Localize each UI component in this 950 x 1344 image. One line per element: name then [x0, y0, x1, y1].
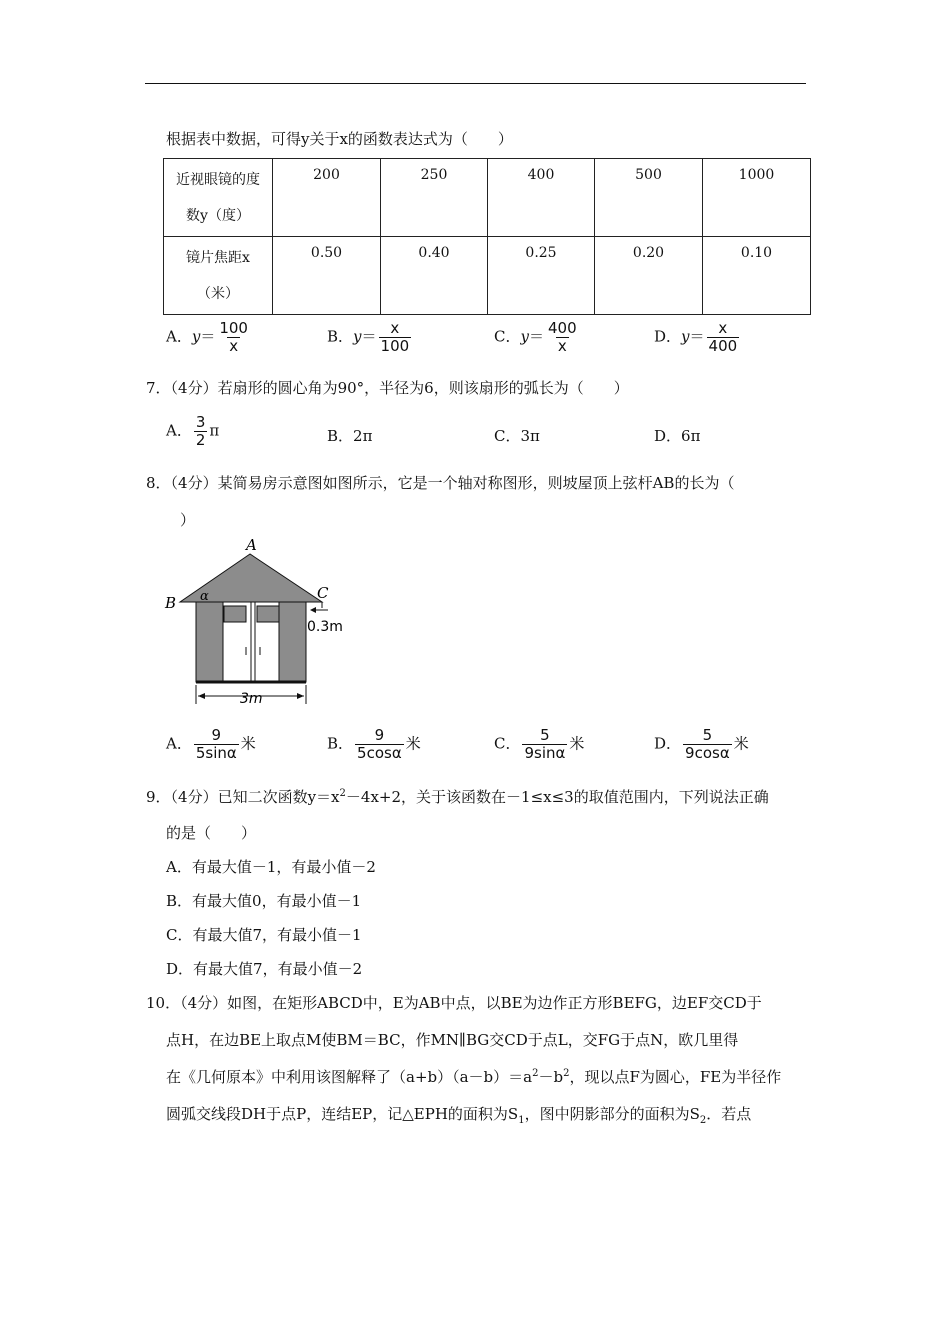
- q9-stem: 9．（4分）已知二次函数$y=x^2-4x+2$，关于该函数在－1≤x≤3的取值范围内，下列说法正确: [146, 788, 769, 806]
- table-header-focal: 镜片焦距x （米）: [164, 237, 273, 315]
- q8-option-b: B． $\frac{9}{5\cos\alpha}$ 米: [327, 726, 421, 762]
- q8-option-d: D． $\frac{5}{9\cos\alpha}$ 米: [654, 726, 749, 762]
- fraction: $\frac{x}{100}$: [380, 319, 410, 355]
- q6-option-a: A．y＝ $\frac{100}{x}$: [166, 319, 248, 355]
- data-table: [163, 158, 811, 315]
- table-cell: 0.50: [273, 237, 381, 315]
- house-figure: [160, 532, 360, 712]
- q6-intro: 根据表中数据，可得y关于x的函数表达式为（ ）: [166, 130, 513, 148]
- table-cell: 0.20: [595, 237, 703, 315]
- q10-line3: 在《几何原本》中利用该图解释了$(a+b)(a-b)=a^2-b^2$，现以点F为圆心，FE为半径作: [166, 1068, 782, 1086]
- table-cell: 250: [381, 159, 488, 237]
- q10-line4: 圆弧交线段DH于点P，连结EP，记△EPH的面积为$S_1$，图中阴影部分的面积为$S_2$．若点: [166, 1105, 752, 1126]
- table-cell: 1000: [703, 159, 811, 237]
- arrow-left-icon: [310, 607, 316, 613]
- fraction: $\frac{5}{9\cos\alpha}$: [685, 726, 730, 762]
- q8-option-c: C． $\frac{5}{9\sin\alpha}$ 米: [494, 726, 585, 762]
- q9-option-a: A．有最大值－1，有最小值－2: [166, 858, 376, 876]
- arrow-left-icon: [198, 693, 205, 699]
- fraction: $\frac{400}{x}$: [547, 319, 577, 355]
- q8-stem-end: ）: [180, 511, 196, 529]
- label-height: 0.3m: [307, 619, 343, 635]
- q7-option-c: C．3π: [494, 427, 540, 445]
- table-cell: 200: [273, 159, 381, 237]
- label-alpha: α: [200, 589, 209, 604]
- table-cell: 400: [488, 159, 595, 237]
- label-c: C: [317, 584, 329, 602]
- fraction: $\frac{9}{5\sin\alpha}$: [195, 726, 237, 762]
- label-width: 3m: [240, 691, 263, 707]
- q7-option-d: D．6π: [654, 427, 701, 445]
- q6-option-d: D．y＝ $\frac{x}{400}$: [654, 319, 738, 355]
- label-b: B: [165, 594, 177, 612]
- fraction: $\frac{x}{400}$: [708, 319, 738, 355]
- q7-option-a: A． $\frac{3}{2}$ π: [166, 413, 220, 449]
- fraction: $\frac{9}{5\cos\alpha}$: [357, 726, 402, 762]
- q8-option-a: A． $\frac{9}{5\sin\alpha}$ 米: [166, 726, 256, 762]
- window: [224, 606, 246, 622]
- table-header-degree: 近视眼镜的度 数y（度）: [164, 159, 273, 237]
- fraction: $\frac{5}{9\sin\alpha}$: [524, 726, 566, 762]
- q6-option-b: B．y＝ $\frac{x}{100}$: [327, 319, 410, 355]
- header-rule: [145, 83, 806, 84]
- q10-line2: 点H，在边BE上取点M使BM＝BC，作MN∥BG交CD于点L，交FG于点N，欧几里得: [166, 1031, 739, 1049]
- q9-stem-line2: 的是（ ）: [166, 824, 257, 842]
- q8-stem: 8．（4分）某简易房示意图如图所示，它是一个轴对称图形，则坡屋顶上弦杆AB的长为（: [146, 474, 735, 492]
- q10-line1: 10．（4分）如图，在矩形ABCD中，E为AB中点，以BE为边作正方形BEFG，边EF交CD于: [146, 994, 762, 1012]
- q6-option-c: C．y＝ $\frac{400}{x}$: [494, 319, 577, 355]
- q9-option-d: D．有最大值7，有最小值－2: [166, 960, 363, 978]
- q7-stem: 7．（4分）若扇形的圆心角为90°，半径为6，则该扇形的弧长为（ ）: [146, 379, 629, 397]
- fraction: $\frac{3}{2}$: [195, 413, 206, 449]
- table-cell: 0.10: [703, 237, 811, 315]
- table-cell: 500: [595, 159, 703, 237]
- q9-option-b: B．有最大值0，有最小值－1: [166, 892, 362, 910]
- q9-option-c: C．有最大值7，有最小值－1: [166, 926, 362, 944]
- q7-option-b: B．2π: [327, 427, 373, 445]
- fraction: $\frac{100}{x}$: [219, 319, 248, 355]
- arrow-right-icon: [297, 693, 304, 699]
- window: [257, 606, 279, 622]
- table-cell: 0.40: [381, 237, 488, 315]
- label-a: A: [246, 536, 257, 554]
- table-cell: 0.25: [488, 237, 595, 315]
